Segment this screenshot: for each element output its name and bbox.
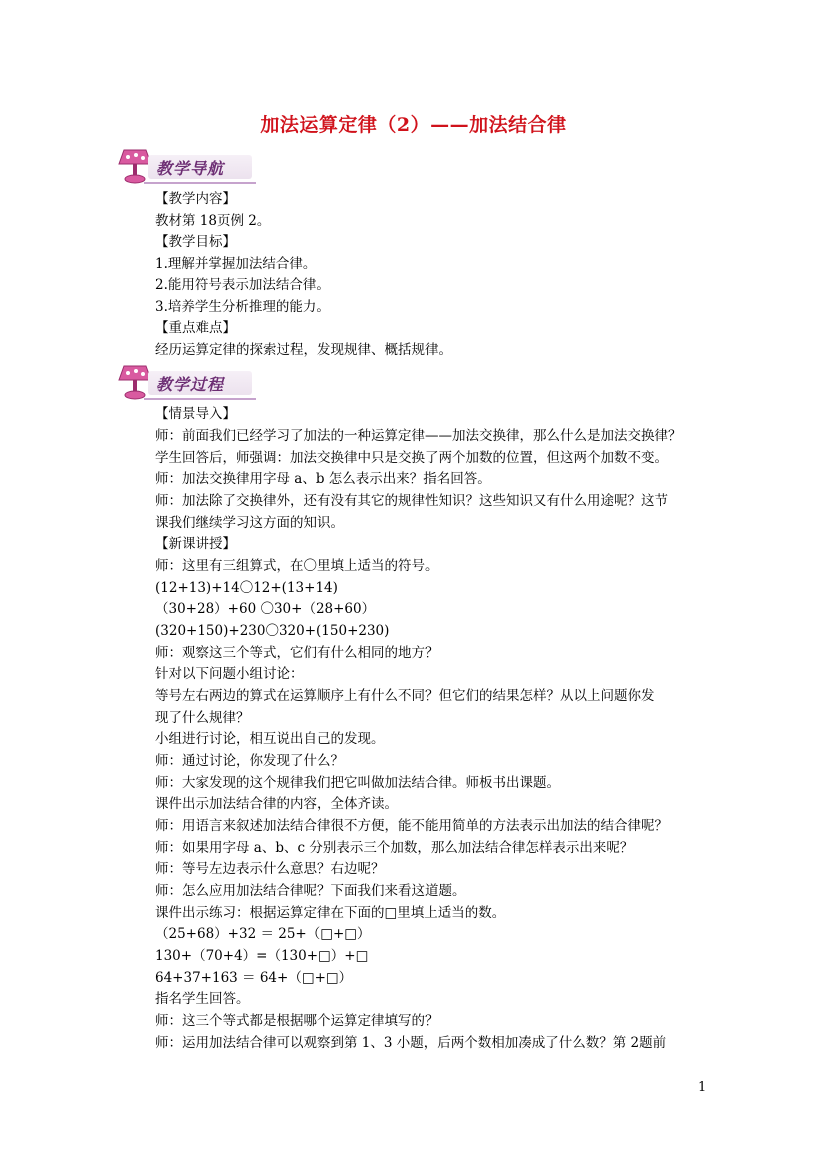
section-header-process — [118, 362, 258, 404]
text-line: 1.理解并掌握加法结合律。 — [155, 256, 317, 272]
text-line: 学生回答后，师强调：加法交换律中只是交换了两个加数的位置，但这两个加数不变。 — [155, 450, 668, 466]
text-line: 师：大家发现的这个规律我们把它叫做加法结合律。师板书出课题。 — [155, 775, 560, 791]
text-line: 师：等号左边表示什么意思？右边呢？ — [155, 861, 385, 877]
text-line: 等号左右两边的算式在运算顺序上有什么不同？但它们的结果怎样？从以上问题你发 — [155, 688, 655, 704]
text-line: 130+（70+4）=（130+□）+□ — [155, 948, 369, 964]
text-line: 师：通过讨论，你发现了什么？ — [155, 753, 344, 769]
text-line: 师：观察这三个等式，它们有什么相同的地方？ — [155, 645, 439, 661]
text-line: 经历运算定律的探索过程，发现规律、概括规律。 — [155, 342, 452, 358]
section-header-nav — [118, 146, 258, 188]
section-label-nav: 教学导航 — [156, 159, 225, 178]
text-line: 师：运用加法结合律可以观察到第 1、3 小题，后两个数相加凑成了什么数？第 2题前 — [155, 1035, 667, 1051]
text-line: 课件出示加法结合律的内容，全体齐读。 — [155, 796, 398, 812]
text-line: 【情景导入】 — [155, 406, 236, 422]
text-line: 师：这里有三组算式，在〇里填上适当的符号。 — [155, 558, 439, 574]
text-line: 【教学内容】 — [155, 191, 236, 207]
text-line: 【重点难点】 — [155, 320, 236, 336]
text-line: 小组进行讨论，相互说出自己的发现。 — [155, 731, 385, 747]
text-line: (12+13)+14〇12+(13+14) — [155, 580, 338, 596]
text-line: （25+68）+32 ＝ 25+（□+□） — [155, 926, 371, 942]
text-line: 师：如果用字母 a、b、c 分别表示三个加数，那么加法结合律怎样表示出来呢？ — [155, 840, 634, 856]
text-line: 师：用语言来叙述加法结合律很不方便，能不能用简单的方法表示出加法的结合律呢？ — [155, 818, 668, 834]
text-line: 课我们继续学习这方面的知识。 — [155, 515, 344, 531]
text-line: 师：前面我们已经学习了加法的一种运算定律——加法交换律，那么什么是加法交换律？ — [155, 428, 682, 444]
text-line: 【教学目标】 — [155, 234, 236, 250]
section-underline — [144, 182, 256, 184]
text-line: 现了什么规律？ — [155, 710, 250, 726]
text-line: 指名学生回答。 — [155, 991, 250, 1007]
text-line: 师：加法除了交换律外，还有没有其它的规律性知识？这些知识又有什么用途呢？这节 — [155, 493, 668, 509]
page-number: 1 — [698, 1080, 707, 1095]
text-line: 教材第 18页例 2。 — [155, 213, 271, 229]
text-line: 师：这三个等式都是根据哪个运算定律填写的？ — [155, 1013, 439, 1029]
text-line: 针对以下问题小组讨论： — [155, 666, 304, 682]
section-tag — [148, 155, 252, 179]
page-title: 加法运算定律（2）——加法结合律 — [260, 114, 567, 136]
text-line: 2.能用符号表示加法结合律。 — [155, 277, 330, 293]
text-line: 【新课讲授】 — [155, 536, 236, 552]
section-underline — [144, 398, 256, 400]
section-tag — [148, 371, 252, 395]
text-line: （30+28）+60 〇30+（28+60） — [155, 601, 376, 617]
text-line: 师：加法交换律用字母 a、b 怎么表示出来？指名回答。 — [155, 471, 491, 487]
text-line: 3.培养学生分析推理的能力。 — [155, 299, 330, 315]
text-line: (320+150)+230〇320+(150+230) — [155, 623, 390, 639]
text-line: 64+37+163 ＝ 64+（□+□） — [155, 970, 353, 986]
text-line: 师：怎么应用加法结合律呢？下面我们来看这道题。 — [155, 883, 466, 899]
text-line: 课件出示练习：根据运算定律在下面的□里填上适当的数。 — [155, 905, 506, 921]
section-label-process: 教学过程 — [156, 375, 225, 394]
